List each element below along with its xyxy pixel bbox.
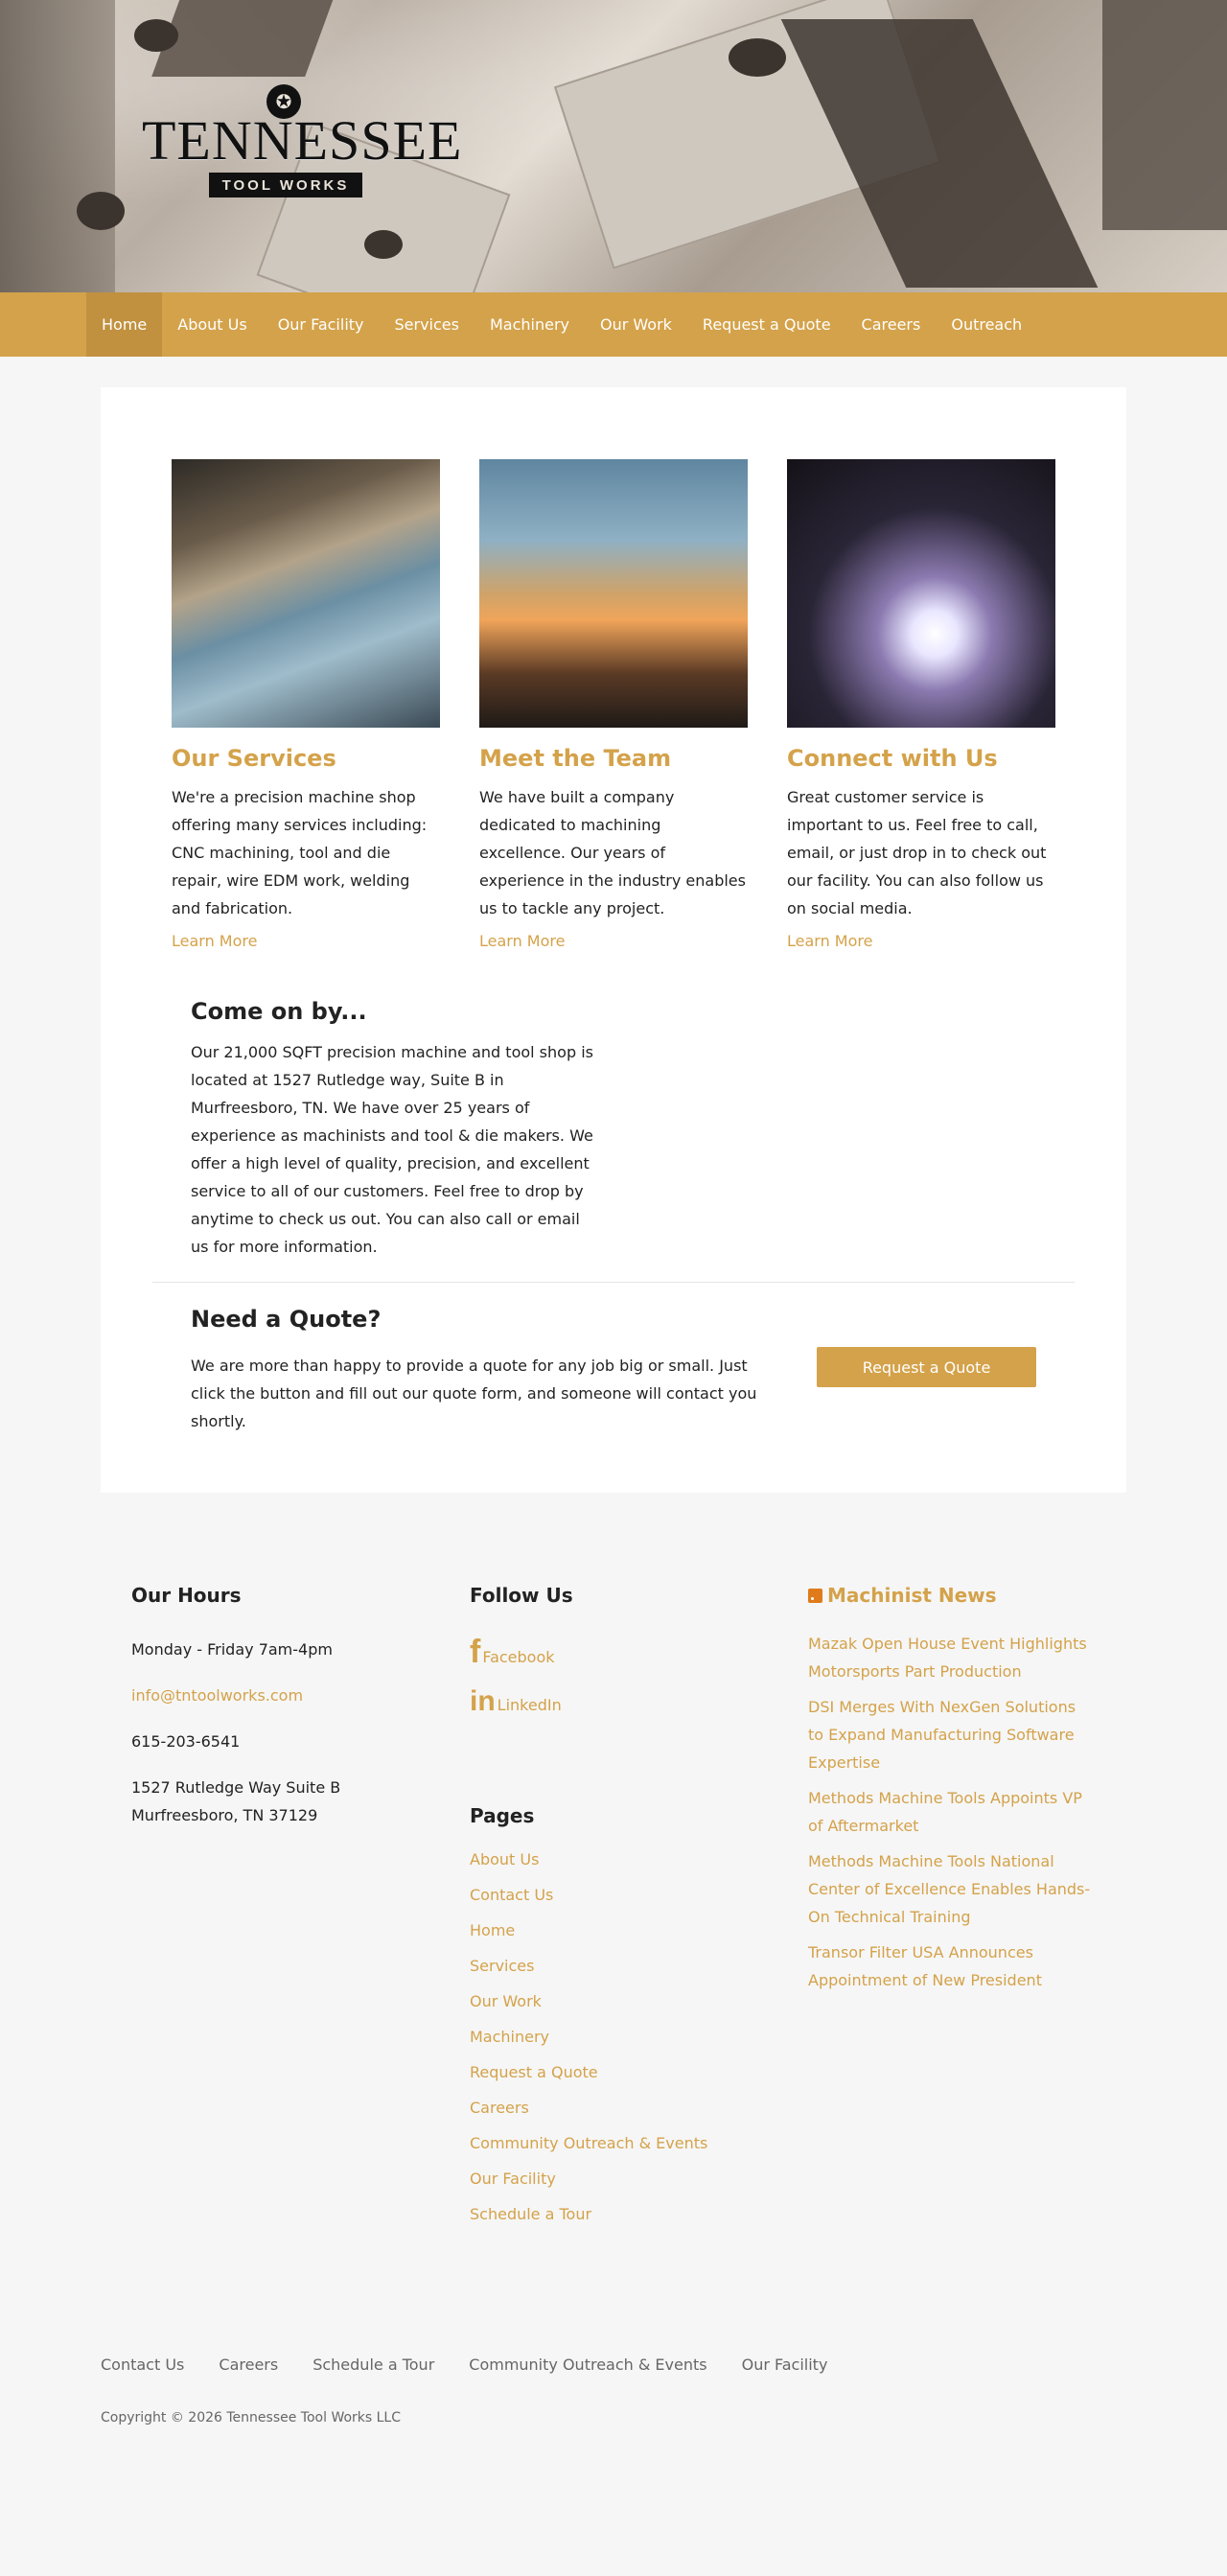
news-widget xyxy=(808,1584,1096,2356)
footer-widgets xyxy=(0,1493,1227,2356)
pages-title: Pages xyxy=(470,1804,535,1827)
page-link-contact-us[interactable]: Contact Us xyxy=(470,1886,554,1904)
news-title-row xyxy=(808,1584,1096,1607)
news-item[interactable]: DSI Merges With NexGen Solutions to Expand Manufacturing Software Expertise xyxy=(808,1698,1077,1772)
facebook-link[interactable] xyxy=(470,1636,757,1668)
main-nav xyxy=(0,292,1227,357)
feature-card xyxy=(172,459,440,950)
address-line-2: Murfreesboro, TN 37129 xyxy=(131,1806,318,1824)
feature-title: Meet the Team xyxy=(479,745,672,772)
hero-bg-shape xyxy=(151,0,347,77)
feature-title: Connect with Us xyxy=(787,745,998,772)
nav-item-our-facility[interactable]: Our Facility xyxy=(277,315,364,334)
feature-card xyxy=(479,459,748,950)
page-link-careers[interactable]: Careers xyxy=(470,2099,529,2117)
news-title[interactable]: Machinist News xyxy=(827,1584,997,1607)
site-logo[interactable] xyxy=(142,75,463,205)
quote-section xyxy=(172,1283,1055,1435)
page-link-home[interactable]: Home xyxy=(470,1921,516,1939)
hero-bg-shape xyxy=(0,0,115,292)
linkedin-link[interactable] xyxy=(470,1687,757,1716)
hero-bg-hole xyxy=(729,38,786,77)
feature-columns xyxy=(172,459,1055,950)
cnc-machining-photo xyxy=(172,459,440,728)
hero-bg-shape xyxy=(1102,0,1227,230)
page-link-request-a-quote[interactable]: Request a Quote xyxy=(470,2063,598,2081)
feature-text: Great customer service is important to us. Feel free to call, email, or just drop in to check out our facility. You can also follow us on social media. xyxy=(787,788,1047,917)
hero-header xyxy=(0,0,1227,292)
welding-photo xyxy=(787,459,1055,728)
feature-card xyxy=(787,459,1055,950)
nav-item-our-work[interactable]: Our Work xyxy=(600,315,672,334)
bottom-bar xyxy=(0,2356,1227,2576)
come-by-title: Come on by... xyxy=(191,998,367,1025)
facebook-icon: f xyxy=(470,1634,481,1670)
learn-more-link[interactable]: Learn More xyxy=(172,932,258,950)
address-line-1: 1527 Rutledge Way Suite B xyxy=(131,1778,341,1797)
feature-title: Our Services xyxy=(172,745,336,772)
linkedin-icon: in xyxy=(470,1685,496,1717)
come-by-text: Our 21,000 SQFT precision machine and tool shop is located at 1527 Rutledge way, Suite B in Murfreesboro, TN. We have over 25 years of experience as machinists and tool & die makers. We offer a high level of quality, precision, and excellent service to all of our customers. Feel free to drop by anytime to check us out. You can also call or email us for more information. xyxy=(191,1043,593,1256)
hero-bg-hole xyxy=(364,230,403,259)
learn-more-link[interactable]: Learn More xyxy=(787,932,873,950)
facebook-label: Facebook xyxy=(482,1648,555,1666)
page-link-community-outreach[interactable]: Community Outreach & Events xyxy=(470,2134,708,2152)
bottom-link-our-facility[interactable]: Our Facility xyxy=(741,2356,828,2374)
hours-text: Monday - Friday 7am-4pm xyxy=(131,1640,333,1659)
feature-text: We're a precision machine shop offering many services including: CNC machining, tool and die repair, wire EDM work, welding and fabrication. xyxy=(172,788,428,917)
page-link-about-us[interactable]: About Us xyxy=(470,1850,540,1868)
phone-number: 615-203-6541 xyxy=(131,1732,241,1751)
hero-bg-hole xyxy=(77,192,125,230)
follow-widget xyxy=(470,1584,757,2356)
bottom-links xyxy=(101,2356,1126,2374)
rss-icon xyxy=(808,1589,822,1603)
page-link-our-facility[interactable]: Our Facility xyxy=(470,2170,556,2188)
request-quote-button[interactable]: Request a Quote xyxy=(817,1347,1036,1387)
come-by-section xyxy=(172,950,613,1282)
grinding-sparks-photo xyxy=(479,459,748,728)
pages-widget xyxy=(470,1804,757,2224)
quote-text-block xyxy=(191,1306,786,1435)
bottom-link-schedule-a-tour[interactable]: Schedule a Tour xyxy=(313,2356,435,2374)
follow-title: Follow Us xyxy=(470,1584,573,1607)
feature-text: We have built a company dedicated to machining excellence. Our years of experience in the industry enables us to tackle any project. xyxy=(479,788,746,917)
main-content xyxy=(101,387,1126,1493)
linkedin-label: LinkedIn xyxy=(497,1696,562,1714)
quote-title: Need a Quote? xyxy=(191,1306,382,1333)
nav-item-home[interactable]: Home xyxy=(86,292,162,357)
logo-sub-text: TOOL WORKS xyxy=(209,173,362,197)
page-link-machinery[interactable]: Machinery xyxy=(470,2028,550,2046)
nav-item-about-us[interactable]: About Us xyxy=(177,315,247,334)
learn-more-link[interactable]: Learn More xyxy=(479,932,566,950)
nav-item-careers[interactable]: Careers xyxy=(861,315,921,334)
news-item[interactable]: Methods Machine Tools National Center of Excellence Enables Hands-On Technical Training xyxy=(808,1852,1091,1926)
bottom-link-contact-us[interactable]: Contact Us xyxy=(101,2356,185,2374)
bottom-link-careers[interactable]: Careers xyxy=(219,2356,279,2374)
nav-item-services[interactable]: Services xyxy=(394,315,459,334)
news-item[interactable]: Methods Machine Tools Appoints VP of Aftermarket xyxy=(808,1789,1082,1835)
nav-item-outreach[interactable]: Outreach xyxy=(951,315,1023,334)
email-link[interactable]: info@tntoolworks.com xyxy=(131,1686,304,1705)
news-item[interactable]: Mazak Open House Event Highlights Motorsports Part Production xyxy=(808,1635,1087,1681)
logo-main-text: TENNESSEE xyxy=(142,109,463,172)
hours-widget xyxy=(131,1584,419,2356)
page-link-services[interactable]: Services xyxy=(470,1957,535,1975)
page-link-schedule-a-tour[interactable]: Schedule a Tour xyxy=(470,2205,592,2223)
nav-item-request-a-quote[interactable]: Request a Quote xyxy=(702,315,831,334)
hero-bg-hole xyxy=(134,19,178,52)
bottom-link-community-outreach[interactable]: Community Outreach & Events xyxy=(469,2356,707,2374)
copyright-text: Copyright © 2026 Tennessee Tool Works LLC xyxy=(101,2410,402,2425)
quote-text: We are more than happy to provide a quote for any job big or small. Just click the button and fill out our quote form, and someone will contact you shortly. xyxy=(191,1357,757,1430)
news-item[interactable]: Transor Filter USA Announces Appointment of New President xyxy=(808,1943,1042,1989)
nav-item-machinery[interactable]: Machinery xyxy=(489,315,569,334)
hours-title: Our Hours xyxy=(131,1584,242,1607)
tristar-icon: ✪ xyxy=(266,84,301,119)
page-link-our-work[interactable]: Our Work xyxy=(470,1992,542,2010)
